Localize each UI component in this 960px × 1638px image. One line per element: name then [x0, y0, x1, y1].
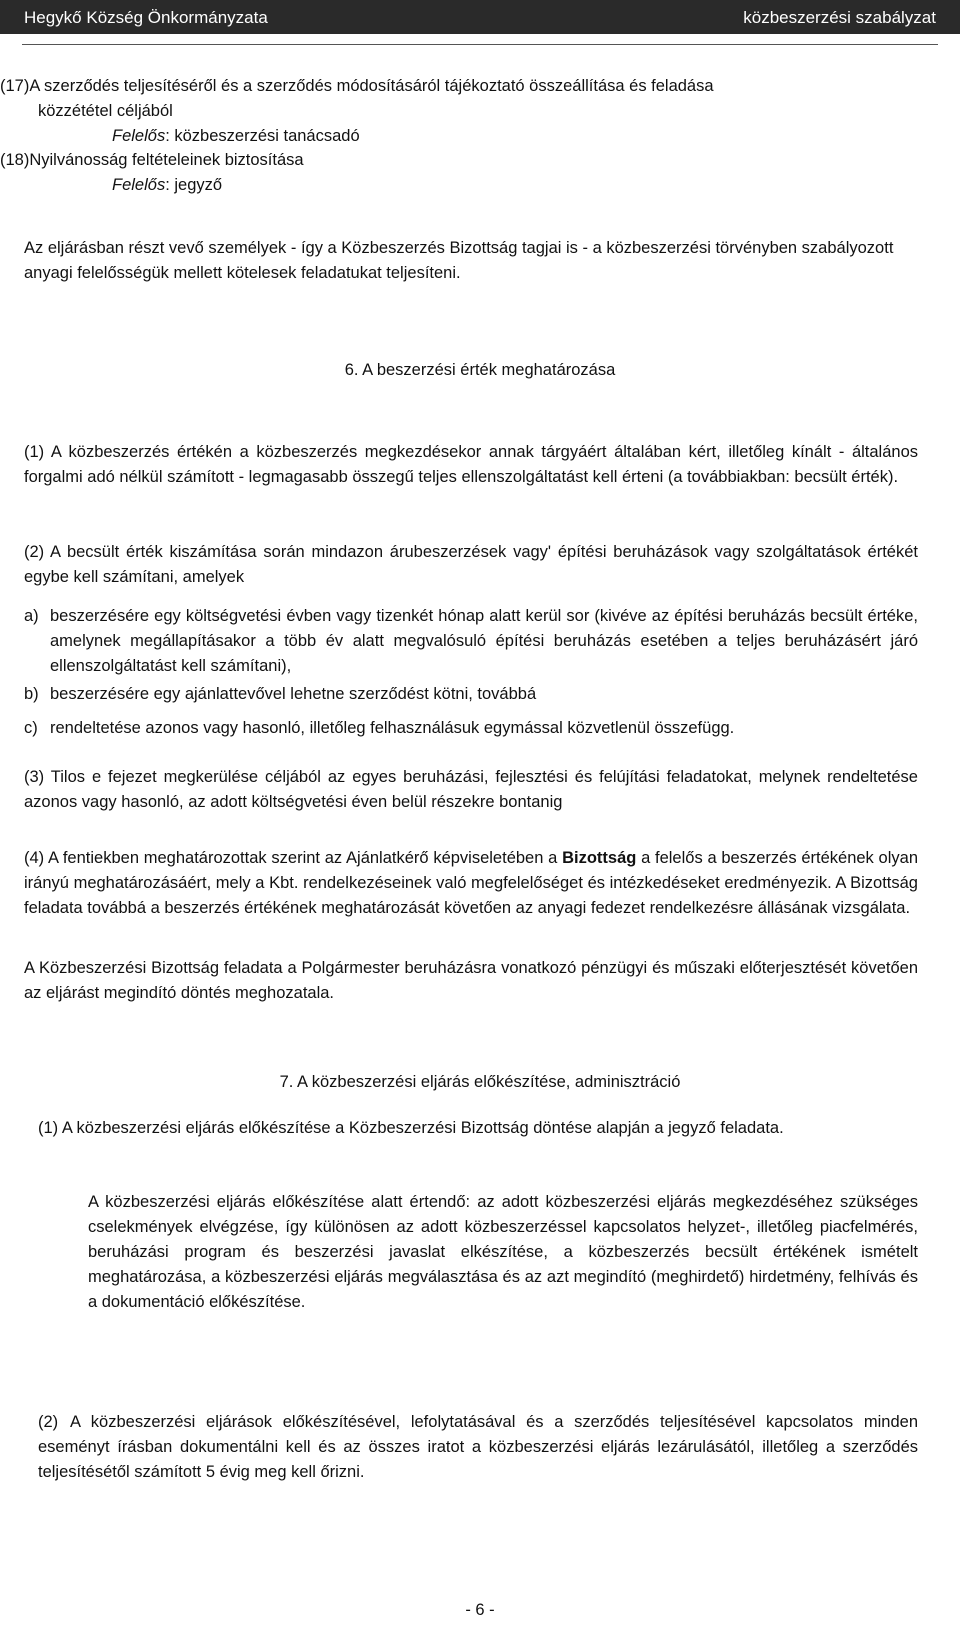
section-7-title: 7. A közbeszerzési eljárás előkészítése, adminisztráció	[279, 1073, 681, 1091]
header-municipality: Hegykő Község Önkormányzata	[24, 7, 268, 27]
section-7-paragraph-1-detail: A közbeszerzési eljárás előkészítése alatt értendő: az adott közbeszerzési eljárás megkezdéséhez szükséges cselekmények elvégzése, így különösen az adott közbeszerzéssel kapcsolatos helyzet-, illetőleg piacfelmérés, beruházási program és beszerzési javaslat elkészítése, a közbeszerzés becsült értékének ismételt meghatározása, a közbeszerzési eljárás megválasztása és az azt megindító (meghirdető) hirdetmény, felhívás és a dokumentáció előkészítése.	[88, 1193, 918, 1311]
paragraph-4-start: (4) A fentiekben meghatározottak szerint az Ajánlatkérő képviseletében a	[24, 849, 563, 867]
section-6-paragraph-2: (2) A becsült érték kiszámítása során mindazon árubeszerzések vagy' építési beruházások vagy szolgáltatások értékét egybe kell számítani, amelyek	[24, 543, 918, 586]
responsible-value: : jegyző	[165, 176, 223, 194]
header-document-title: közbeszerzési szabályzat	[743, 7, 936, 27]
section-6-paragraph-5: A Közbeszerzési Bizottság feladata a Polgármester beruházásra vonatkozó pénzügyi és műszaki előterjesztését követően az eljárást megindító döntés meghozatala.	[24, 959, 918, 1002]
responsible-value: : közbeszerzési tanácsadó	[165, 127, 360, 145]
list-item-text-cont: közzététel céljából	[38, 102, 173, 120]
section-6-title: 6. A beszerzési érték meghatározása	[344, 361, 616, 379]
section-6-item-c	[24, 716, 918, 741]
paragraph-number: (2)	[38, 1413, 59, 1431]
header-rule	[22, 44, 938, 45]
list-item-18	[0, 148, 936, 198]
section-6-item-a	[24, 604, 918, 679]
item-text: beszerzésére egy ajánlattevővel lehetne szerződést kötni, továbbá	[50, 685, 537, 703]
item-text: rendeltetése azonos vagy hasonló, illetőleg felhasználásuk egymással közvetlenül összefügg.	[50, 719, 735, 737]
page-header	[0, 0, 960, 34]
page-number: - 6 -	[465, 1601, 495, 1619]
section-6-paragraph-1: (1) A közbeszerzés értékén a közbeszerzés megkezdésekor annak tárgyáért általában kért, illetőleg kínált - általános forgalmi adó nélkül számított - legmagasabb összegű teljes ellenszolgáltatást kell érteni (a továbbiakban: becsült érték).	[24, 443, 918, 486]
responsible-label: Felelős	[112, 176, 166, 194]
responsible-line	[0, 124, 936, 149]
section-6-item-b	[24, 682, 918, 707]
list-item-text: A szerződés teljesítéséről és a szerződés módosításáról tájékoztató összeállítása és feladása	[29, 77, 714, 95]
paragraph-text: A közbeszerzési eljárások előkészítésével, lefolytatásával és a szerződés teljesítésével kapcsolatos minden eseményt írásban dokumentálni kell és az összes iratot a közbeszerzési eljárás lezárulásától, illetőleg a szerződés teljesítésétől számított 5 évig meg kell őrizni.	[38, 1413, 918, 1481]
paragraph-4-bold-term: Bizottság	[562, 849, 637, 867]
responsible-label: Felelős	[112, 127, 166, 145]
item-label: b)	[24, 685, 39, 703]
section-6-paragraph-4	[24, 846, 918, 921]
section-7-paragraph-2	[38, 1410, 918, 1485]
list-item-number: (17)	[0, 77, 30, 95]
section-7-paragraph-1: (1) A közbeszerzési eljárás előkészítése a Közbeszerzési Bizottság döntése alapján a jegyző feladata.	[38, 1119, 784, 1137]
item-text: beszerzésére egy költségvetési évben vagy tizenkét hónap alatt kerül sor (kivéve az építési beruházás becsült értéke, amelynek megállapításakor a több év alatt megvalósuló építési beruházás esetében a teljes beruházásért járó ellenszolgáltatást kell számítani),	[50, 607, 918, 675]
responsible-line	[0, 173, 936, 198]
list-item-17	[0, 74, 936, 149]
list-item-text: Nyilvánosság feltételeinek biztosítása	[29, 151, 304, 169]
section-6-paragraph-3: (3) Tilos e fejezet megkerülése céljából az egyes beruházási, fejlesztési és felújítási feladatokat, melynek rendeltetése azonos vagy hasonló, az adott költségvetési éven belül részekre bontanig	[24, 768, 918, 811]
item-label: c)	[24, 719, 38, 737]
paragraph-4-end: a felelős a beszerzés értékének olyan irányú meghatározásáért, mely a Kbt. rendelkezéseinek való megfelelőséget és intézkedéseket eredményezik. A Bizottság feladata továbbá a beszerzés értékének meghatározását követően az anyagi fedezet rendelkezésre állásának vizsgálata.	[24, 849, 918, 917]
paragraph-liability: Az eljárásban részt vevő személyek - így a Közbeszerzés Bizottság tagjai is - a közbeszerzési törvényben szabályozott anyagi felelősségük mellett kötelesek feladatukat teljesíteni.	[24, 239, 894, 282]
list-item-number: (18)	[0, 151, 30, 169]
item-label: a)	[24, 607, 39, 625]
